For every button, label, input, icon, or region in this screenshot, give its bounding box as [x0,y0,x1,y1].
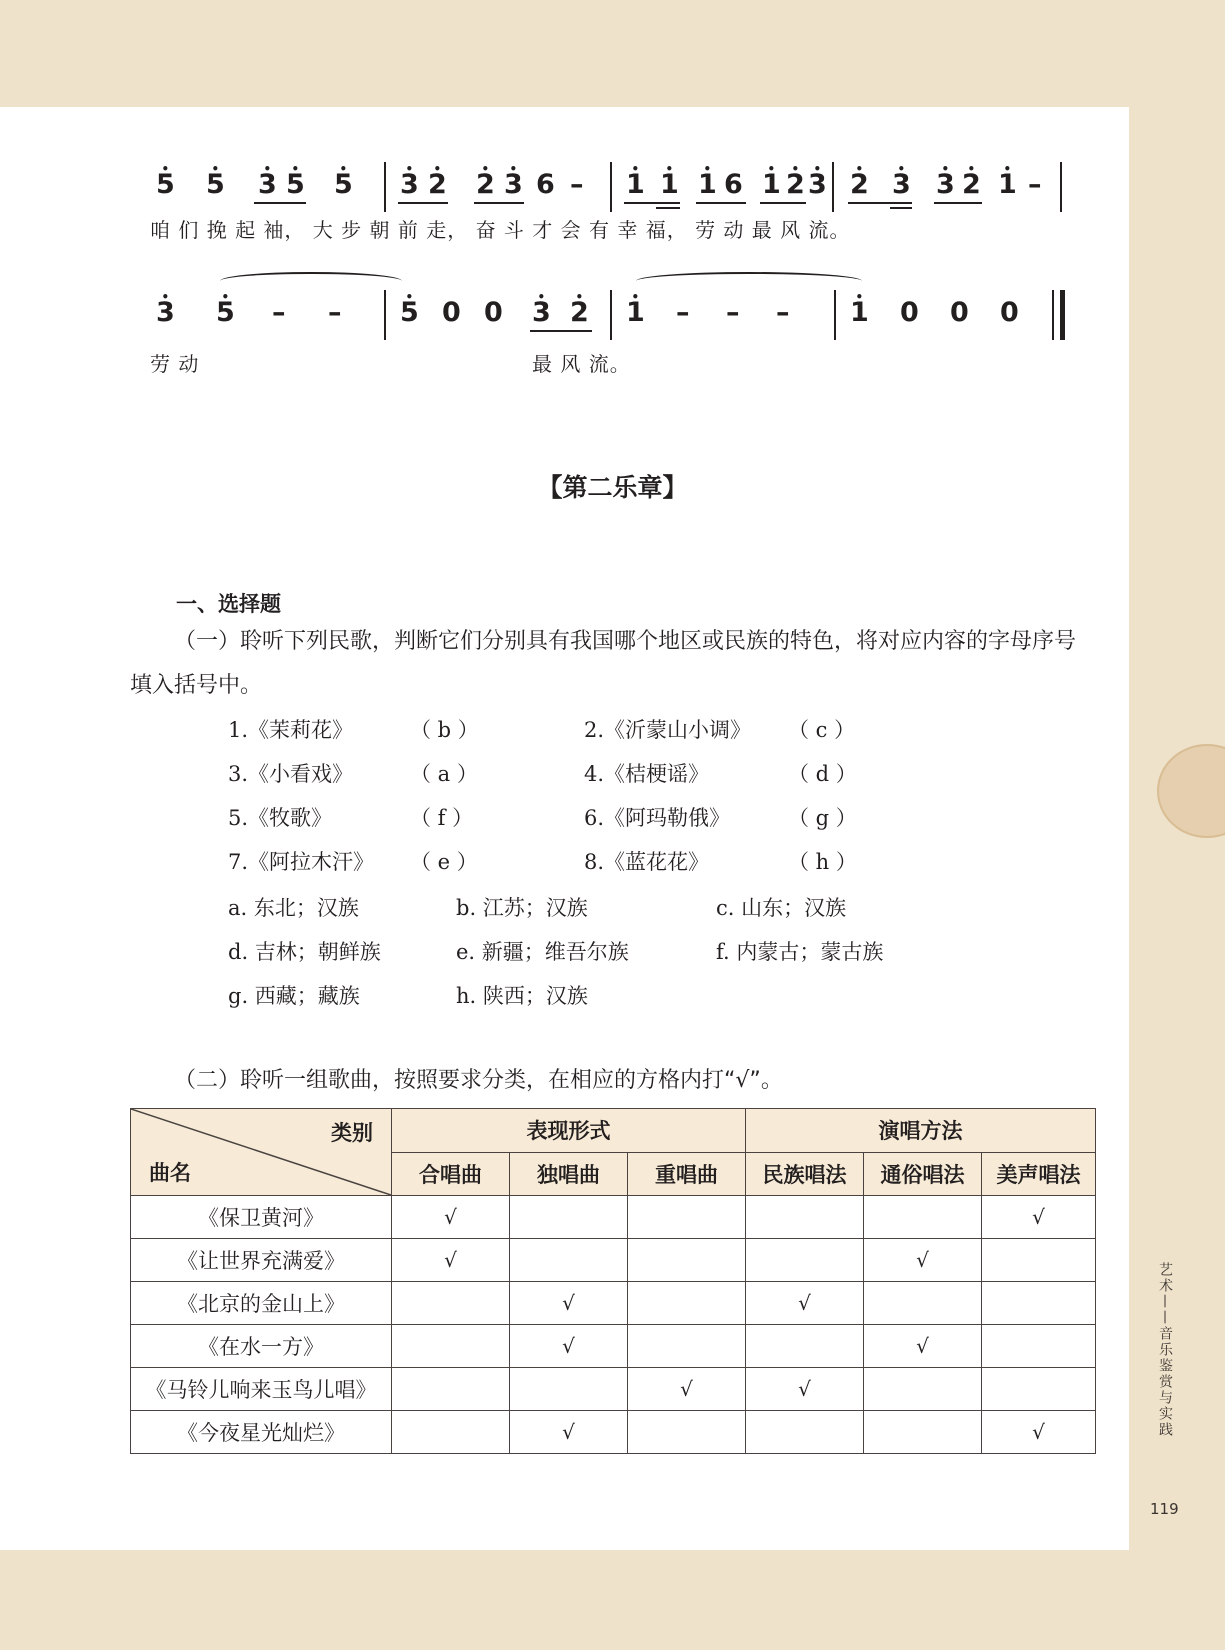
corner-top: 类别 [331,1121,373,1145]
check-cell[interactable]: √ [864,1325,982,1368]
q1-option-f: f. 内蒙古；蒙古族 [716,940,884,964]
check-cell[interactable] [864,1282,982,1325]
q1-answer-8: （ h ） [788,850,857,874]
note: – [570,169,584,200]
check-cell[interactable]: √ [392,1196,510,1239]
check-cell[interactable]: √ [982,1411,1096,1454]
note: • 2 [570,298,589,328]
note: 0 [1000,297,1019,328]
note: • 5 [216,298,235,328]
check-cell[interactable] [746,1411,864,1454]
score-row-1 [150,170,1080,210]
side-title: 艺术——音乐鉴赏与实践 [1157,1262,1173,1438]
col-header: 重唱曲 [628,1152,746,1196]
note: • 3 [936,170,955,200]
q1-item-4: 4.《桔梗谣》 [584,762,710,786]
check-cell[interactable] [746,1239,864,1282]
note: • 3 [258,170,277,200]
note: • 2 [428,170,447,200]
check-cell[interactable] [982,1239,1096,1282]
check-cell[interactable]: √ [392,1239,510,1282]
note: – [776,297,790,328]
q1-option-a: a. 东北；汉族 [228,896,359,920]
lyrics-row-1: 咱 们 挽 起 袖， 大 步 朝 前 走， 奋 斗 才 会 有 幸 福， 劳 动 最 风 流。 [150,218,851,242]
note: • 2 [786,170,805,200]
lyrics-row-2a: 劳 动 [150,352,200,376]
q1-answer-4: （ d ） [788,762,857,786]
check-cell[interactable] [628,1411,746,1454]
q1-item-2: 2.《沂蒙山小调》 [584,718,752,742]
check-cell[interactable] [392,1282,510,1325]
page-number: 119 [1150,1500,1179,1518]
note: • 2 [962,170,981,200]
col-header: 美声唱法 [982,1152,1096,1196]
note: – [328,297,342,328]
col-header: 合唱曲 [392,1152,510,1196]
note: • 3 [504,170,523,200]
q1-intro: （一）聆听下列民歌，判断它们分别具有我国哪个地区或民族的特色，将对应内容的字母序号填入括号中。 [130,629,1077,698]
q1-item-1: 1.《茉莉花》 [228,718,354,742]
note: • 3 [808,170,827,200]
table-corner [131,1109,392,1196]
note: • 3 [400,170,419,200]
table-row [131,1196,1096,1239]
q1-answer-2: （ c ） [788,718,856,742]
note: • 3 [156,298,175,328]
check-cell[interactable]: √ [510,1325,628,1368]
check-cell[interactable] [392,1411,510,1454]
check-cell[interactable] [746,1325,864,1368]
check-cell[interactable] [982,1368,1096,1411]
note: • 3 [532,298,551,328]
check-cell[interactable] [628,1325,746,1368]
note: 6 [536,169,555,200]
note: 0 [442,297,461,328]
q1-option-e: e. 新疆；维吾尔族 [456,940,629,964]
note: • 1 [850,298,869,328]
note: • 1 [998,170,1017,200]
note: – [726,297,740,328]
note: • 1 [626,298,645,328]
note: • 1 [660,170,679,200]
classification-table [130,1108,1096,1454]
table-row [131,1411,1096,1454]
col-header: 独唱曲 [510,1152,628,1196]
note: 0 [950,297,969,328]
q1-item-6: 6.《阿玛勒俄》 [584,806,731,830]
corner-bottom: 曲名 [149,1161,191,1185]
check-cell[interactable] [392,1325,510,1368]
check-cell[interactable] [510,1368,628,1411]
check-cell[interactable] [982,1325,1096,1368]
table-row [131,1368,1096,1411]
q1-option-c: c. 山东；汉族 [716,896,847,920]
check-cell[interactable] [864,1368,982,1411]
note: • 1 [698,170,717,200]
q2-intro: （二）聆听一组歌曲，按照要求分类，在相应的方格内打“√”。 [174,1068,783,1093]
q1-item-8: 8.《蓝花花》 [584,850,710,874]
q1-item-3: 3.《小看戏》 [228,762,354,786]
col-header: 民族唱法 [746,1152,864,1196]
check-cell[interactable] [392,1368,510,1411]
song-name: 《在水一方》 [131,1325,392,1368]
table-row [131,1325,1096,1368]
note: • 5 [400,298,419,328]
note: 6 [724,169,743,200]
check-cell[interactable] [864,1411,982,1454]
check-cell[interactable] [746,1196,864,1239]
q1-option-g: g. 西藏；藏族 [228,984,360,1008]
note: • 5 [286,170,305,200]
q1-item-7: 7.《阿拉木汗》 [228,850,375,874]
song-name: 《保卫黄河》 [131,1196,392,1239]
check-cell[interactable]: √ [746,1282,864,1325]
check-cell[interactable]: √ [510,1282,628,1325]
q1-answer-6: （ g ） [788,806,857,830]
check-cell[interactable]: √ [982,1196,1096,1239]
q1-answer-7: （ e ） [410,850,478,874]
q1-option-d: d. 吉林；朝鲜族 [228,940,381,964]
check-cell[interactable]: √ [510,1411,628,1454]
check-cell[interactable]: √ [746,1368,864,1411]
song-name: 《北京的金山上》 [131,1282,392,1325]
check-cell[interactable] [864,1196,982,1239]
note: – [676,297,690,328]
q1-answer-3: （ a ） [410,762,478,786]
check-cell[interactable] [982,1282,1096,1325]
section-heading: 一、选择题 [176,592,281,616]
note: 0 [900,297,919,328]
table-row [131,1282,1096,1325]
note: 0 [484,297,503,328]
note: • 2 [476,170,495,200]
note: • 5 [156,170,175,200]
q1-answer-5: （ f ） [410,806,474,830]
note: • 5 [206,170,225,200]
chapter-title: 【第二乐章】 [537,473,688,502]
table-row [131,1239,1096,1282]
note: • 1 [762,170,781,200]
song-name: 《让世界充满爱》 [131,1239,392,1282]
check-cell[interactable]: √ [628,1368,746,1411]
page-tab[interactable] [1157,744,1225,838]
check-cell[interactable] [628,1239,746,1282]
note: • 5 [334,170,353,200]
note: • 1 [626,170,645,200]
song-name: 《今夜星光灿烂》 [131,1411,392,1454]
check-cell[interactable] [628,1196,746,1239]
check-cell[interactable] [510,1239,628,1282]
q1-option-b: b. 江苏；汉族 [456,896,588,920]
score-row-2 [150,298,1080,338]
q1-item-5: 5.《牧歌》 [228,806,333,830]
col-header: 通俗唱法 [864,1152,982,1196]
lyrics-row-2b: 最 风 流。 [532,352,631,376]
song-name: 《马铃儿响来玉鸟儿唱》 [131,1368,392,1411]
note: – [272,297,286,328]
note: • 2 [850,170,869,200]
check-cell[interactable]: √ [864,1239,982,1282]
group-header-2: 演唱方法 [746,1109,1096,1153]
note: • 3 [892,170,911,200]
note: – [1028,169,1042,200]
check-cell[interactable] [510,1196,628,1239]
group-header-1: 表现形式 [392,1109,746,1153]
check-cell[interactable] [628,1282,746,1325]
q1-answer-1: （ b ） [410,718,479,742]
q1-option-h: h. 陕西；汉族 [456,984,588,1008]
